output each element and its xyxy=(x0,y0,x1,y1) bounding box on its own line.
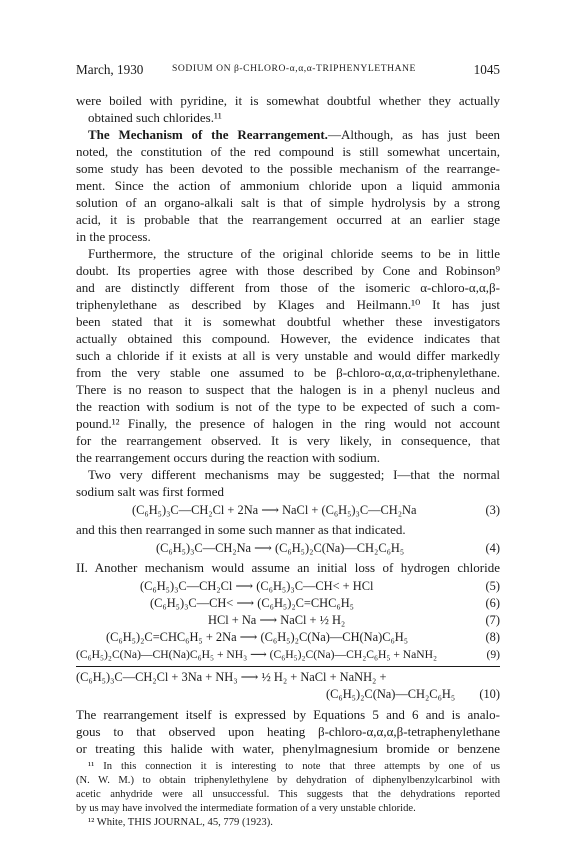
equation-row xyxy=(76,669,500,686)
text-line: and are distinctly different from those of the isomeric α-chloro-α,α,β- xyxy=(76,280,500,295)
text-line: ment. Since the action of ammonium chloride upon a liquid ammonia xyxy=(76,178,500,193)
equation-number: (5) xyxy=(485,579,500,593)
equation-row xyxy=(76,595,500,612)
sum-rule xyxy=(76,666,500,667)
equation-expression: HCl + Na ⟶ NaCl + ½ H₂ xyxy=(208,613,346,627)
header-running-title: SODIUM ON β-CHLORO-α,α,α-TRIPHENYLETHANE xyxy=(172,63,416,74)
text-line: the rearrangement occurs during the reaction with sodium. xyxy=(76,450,380,465)
equation-expression: (C₆H₅)₃C—CH₂Cl ⟶ (C₆H₅)₃C—CH< + HCl xyxy=(140,579,374,593)
equation-expression: (C₆H₅)₂C(Na)—CH(Na)C₆H₅ + NH₃ ⟶ (C₆H₅)₂C(Na)—CH₂C₆H₅ + NaNH₂ xyxy=(76,648,438,661)
text-span: —Although, as has just been xyxy=(327,127,500,142)
text-line: gous to that observed upon heating β-chloro-α,α,α,β-tetraphenylethane xyxy=(76,724,500,739)
text-line: The rearrangement itself is expressed by Equations 5 and 6 and is analo- xyxy=(76,707,500,722)
text-line: obtained such chlorides.¹¹ xyxy=(88,110,222,125)
equation-expression: (C₆H₅)₃C—CH< ⟶ (C₆H₅)₂C=CHC₆H₅ xyxy=(150,596,354,610)
equation-expression: (C₆H₅)₃C—CH₂Cl + 3Na + NH₃ ⟶ ½ H₂ + NaCl + NaNH₂ + xyxy=(76,670,387,684)
text-line: such a chloride if it exists at all is very unstable and would differ markedly xyxy=(76,348,500,363)
footnote-line: (N. W. M.) to obtain triphenylethylene by dehydration of diphenylbenzylcarbinol with xyxy=(76,775,500,786)
text-line: There is no reason to suspect that the halogen is in a phenyl nucleus and xyxy=(76,382,500,397)
text-line: II. Another mechanism would assume an initial loss of hydrogen chloride xyxy=(76,560,500,575)
text-line: noted, the constitution of the red compound is still somewhat uncertain, xyxy=(76,144,500,159)
running-header xyxy=(76,62,500,80)
text-line: triphenylethane as described by Klages and Heilmann.¹⁰ It has just xyxy=(76,297,500,312)
footnote-line: by us may have involved the intermediate formation of a very unstable chloride. xyxy=(76,803,416,814)
equation-number: (6) xyxy=(485,596,500,610)
equation-row xyxy=(76,686,500,703)
text-line: and this then rearranged in some such manner as that indicated. xyxy=(76,522,406,537)
equation-row xyxy=(76,612,500,629)
text-line: Two very different mechanisms may be suggested; I—that the normal xyxy=(88,467,500,482)
equation-number: (9) xyxy=(486,648,500,661)
text-line: for the rearrangement observed. It is very likely, in consequence, that xyxy=(76,433,500,448)
equation-row xyxy=(76,578,500,595)
footnote-line: acetic anhydride were all unsuccessful. This suggests that the dehydrations reported xyxy=(76,789,500,800)
text-line: acid, it is probable that the rearrangement occurred at an earlier stage xyxy=(76,212,500,227)
footnote-line: ¹² White, THIS JOURNAL, 45, 779 (1923). xyxy=(88,817,273,828)
header-page-number: 1045 xyxy=(473,62,500,77)
text-line: solution of an organo-alkali salt is that of simple hydrolysis by a strong xyxy=(76,195,500,210)
text-line: pound.¹² Finally, the presence of halogen in the ring would not account xyxy=(76,416,500,431)
equation-number: (10) xyxy=(479,687,500,701)
equation-row xyxy=(76,646,500,663)
equation-number: (7) xyxy=(485,613,500,627)
text-line: doubt. Its properties agree with those described by Cone and Robinson⁹ xyxy=(76,263,500,278)
equation-expression: (C₆H₅)₂C(Na)—CH₂C₆H₅ xyxy=(326,687,456,701)
text-line: or treating this halide with water, phenylmagnesium bromide or benzene xyxy=(76,741,500,756)
text-line: been stated that it is somewhat doubtful whether these investigators xyxy=(76,314,500,329)
equation-expression: (C₆H₅)₂C=CHC₆H₅ + 2Na ⟶ (C₆H₅)₂C(Na)—CH(Na)C₆H₅ xyxy=(106,630,409,644)
text-line: in the process. xyxy=(76,229,151,244)
equation-expression: (C₆H₅)₃C—CH₂Na ⟶ (C₆H₅)₂C(Na)—CH₂C₆H₅ xyxy=(156,541,405,555)
header-date: March, 1930 xyxy=(76,62,144,77)
equation-number: (3) xyxy=(485,503,500,517)
text-line: the reaction with sodium is not of the type to be expected of such a com- xyxy=(76,399,500,414)
equation-expression: (C₆H₅)₃C—CH₂Cl + 2Na ⟶ NaCl + (C₆H₅)₃C—CH₂Na xyxy=(132,503,417,517)
text-line: were boiled with pyridine, it is somewhat doubtful whether they actually xyxy=(76,93,500,108)
equation-row xyxy=(76,502,500,519)
equation-row xyxy=(76,629,500,646)
text-line: some study has been devoted to the possible mechanism of the rearrange- xyxy=(76,161,500,176)
text-line: from the very stable one assumed to be β-chloro-α,α,α-triphenylethane. xyxy=(76,365,500,380)
footnote-line: ¹¹ In this connection it is interesting to note that three attempts by one of us xyxy=(88,761,500,772)
equation-row xyxy=(76,540,500,557)
section-heading: The Mechanism of the Rearrangement. xyxy=(88,127,328,142)
equation-number: (8) xyxy=(485,630,500,644)
equation-number: (4) xyxy=(485,541,500,555)
text-line: actually obtained this compound. However, the evidence indicates that xyxy=(76,331,500,346)
text-line: sodium salt was first formed xyxy=(76,484,225,499)
text-line: Furthermore, the structure of the original chloride seems to be in little xyxy=(88,246,500,261)
section-heading-line xyxy=(76,126,500,143)
